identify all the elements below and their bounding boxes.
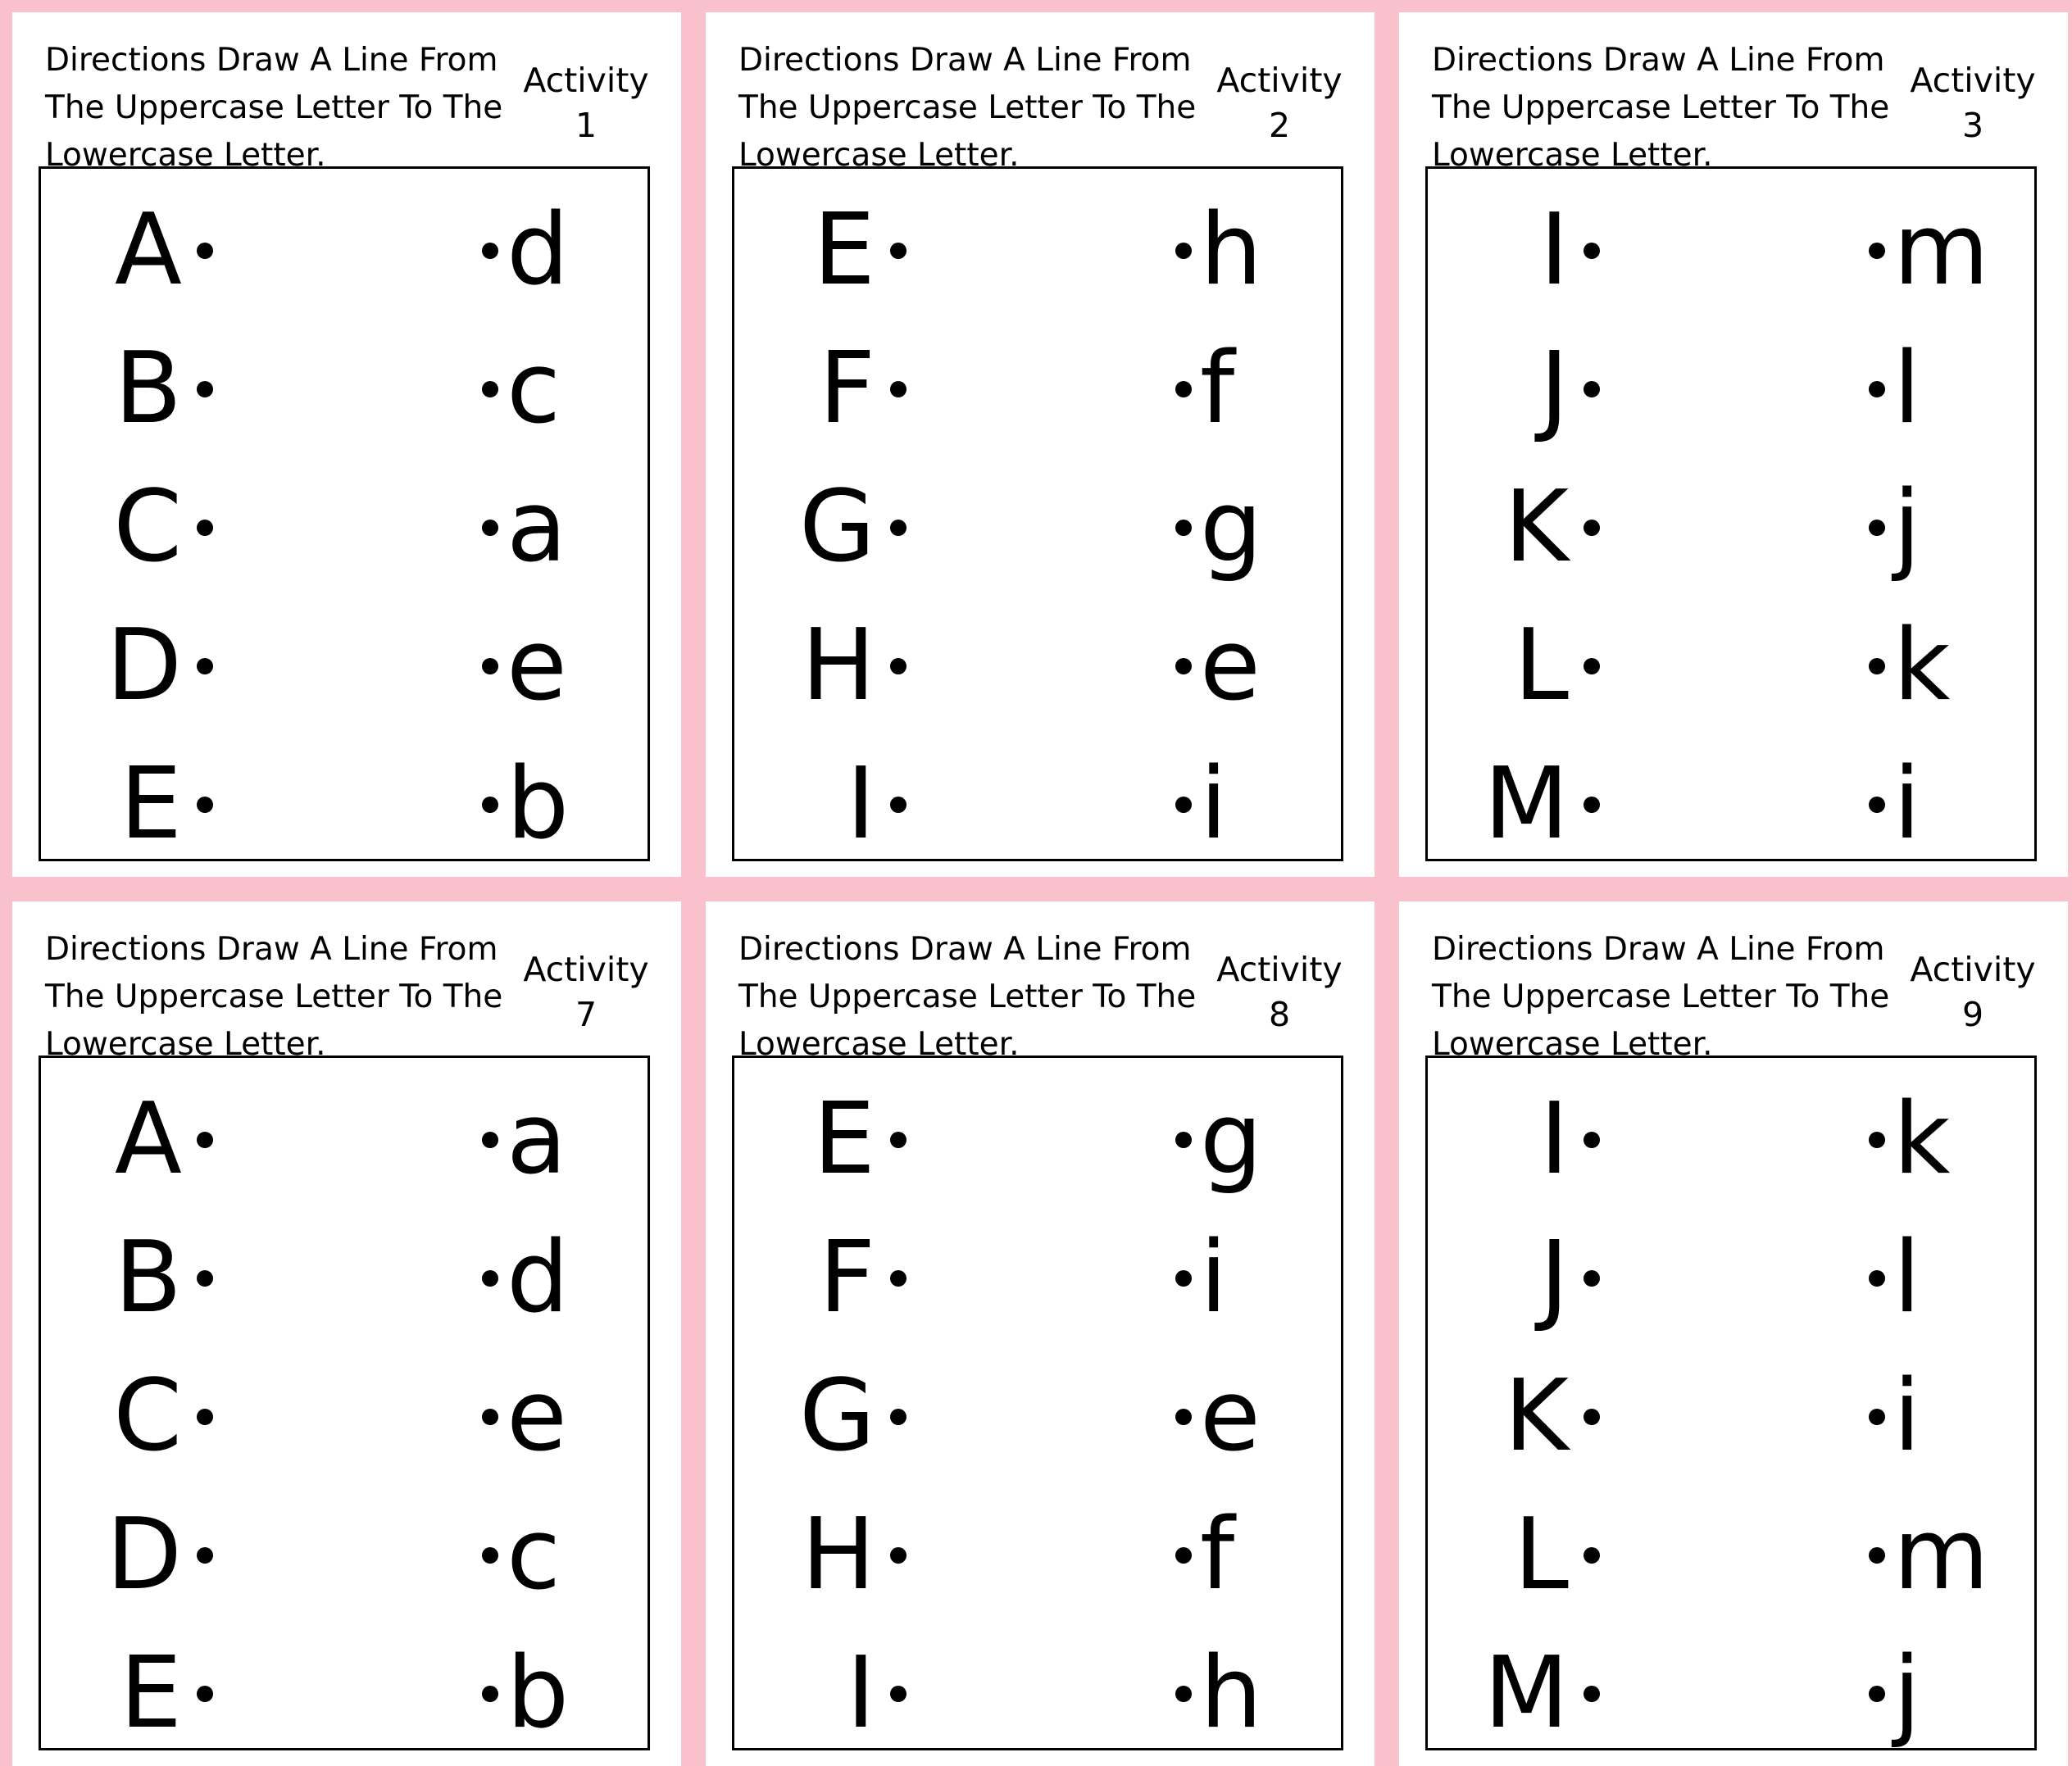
uppercase-letter: G bbox=[799, 1360, 875, 1473]
lowercase-letter: j bbox=[1893, 470, 1921, 584]
directions-text: Directions Draw A Line From The Uppercase Letter To The Lowercase Letter. bbox=[45, 931, 503, 1063]
lowercase-dot[interactable] bbox=[1869, 1132, 1885, 1148]
lowercase-letter: a bbox=[507, 470, 567, 584]
directions-text: Directions Draw A Line From The Uppercase Letter To The Lowercase Letter. bbox=[738, 42, 1197, 174]
lowercase-dot[interactable] bbox=[482, 1547, 498, 1564]
match-row bbox=[41, 462, 648, 593]
uppercase-letter: C bbox=[113, 470, 182, 584]
uppercase-letter: F bbox=[818, 1221, 875, 1335]
activity-word: Activity bbox=[523, 61, 649, 100]
uppercase-dot[interactable] bbox=[197, 658, 213, 674]
uppercase-dot[interactable] bbox=[197, 1409, 213, 1425]
match-row bbox=[734, 1351, 1341, 1482]
lowercase-dot[interactable] bbox=[1175, 243, 1192, 259]
uppercase-dot[interactable] bbox=[890, 243, 906, 259]
match-row bbox=[41, 1213, 648, 1344]
uppercase-dot[interactable] bbox=[890, 1270, 906, 1287]
activity-card-3 bbox=[1399, 12, 2068, 877]
uppercase-dot[interactable] bbox=[197, 1270, 213, 1287]
activity-card-8 bbox=[706, 901, 1375, 1766]
match-row bbox=[41, 324, 648, 455]
matching-box bbox=[39, 166, 650, 861]
uppercase-dot[interactable] bbox=[1584, 1270, 1600, 1287]
lowercase-letter: i bbox=[1893, 747, 1921, 861]
lowercase-letter: c bbox=[507, 332, 561, 446]
match-row bbox=[734, 601, 1341, 732]
uppercase-dot[interactable] bbox=[1584, 1547, 1600, 1564]
match-row bbox=[1428, 324, 2034, 455]
uppercase-dot[interactable] bbox=[1584, 520, 1600, 536]
lowercase-letter: l bbox=[1893, 1221, 1921, 1335]
lowercase-dot[interactable] bbox=[482, 797, 498, 813]
lowercase-dot[interactable] bbox=[1869, 797, 1885, 813]
lowercase-letter: g bbox=[1200, 470, 1263, 584]
match-row bbox=[1428, 462, 2034, 593]
match-row bbox=[1428, 1628, 2034, 1759]
uppercase-letter: E bbox=[813, 193, 875, 307]
uppercase-dot[interactable] bbox=[197, 1686, 213, 1702]
lowercase-letter: l bbox=[1893, 332, 1921, 446]
lowercase-dot[interactable] bbox=[482, 381, 498, 397]
match-row bbox=[1428, 1351, 2034, 1482]
lowercase-dot[interactable] bbox=[1869, 520, 1885, 536]
uppercase-dot[interactable] bbox=[197, 381, 213, 397]
uppercase-letter: I bbox=[1539, 193, 1569, 307]
activity-label bbox=[1883, 58, 2063, 148]
match-row bbox=[41, 1628, 648, 1759]
uppercase-dot[interactable] bbox=[1584, 658, 1600, 674]
lowercase-dot[interactable] bbox=[1869, 1409, 1885, 1425]
lowercase-dot[interactable] bbox=[1869, 1547, 1885, 1564]
uppercase-dot[interactable] bbox=[197, 243, 213, 259]
lowercase-letter: m bbox=[1893, 1498, 1989, 1612]
lowercase-letter: g bbox=[1200, 1083, 1263, 1196]
uppercase-dot[interactable] bbox=[890, 1686, 906, 1702]
activity-word: Activity bbox=[1216, 61, 1343, 100]
lowercase-dot[interactable] bbox=[1175, 1270, 1192, 1287]
uppercase-dot[interactable] bbox=[890, 658, 906, 674]
uppercase-letter: H bbox=[801, 609, 875, 723]
uppercase-dot[interactable] bbox=[890, 797, 906, 813]
uppercase-dot[interactable] bbox=[197, 520, 213, 536]
uppercase-letter: G bbox=[799, 470, 875, 584]
uppercase-letter: E bbox=[120, 1637, 182, 1750]
match-row bbox=[734, 324, 1341, 455]
activity-word: Activity bbox=[523, 950, 649, 989]
uppercase-letter: I bbox=[1539, 1083, 1569, 1196]
lowercase-dot[interactable] bbox=[1869, 658, 1885, 674]
activity-number: 7 bbox=[575, 995, 598, 1034]
lowercase-dot[interactable] bbox=[482, 658, 498, 674]
uppercase-letter: B bbox=[114, 332, 182, 446]
lowercase-dot[interactable] bbox=[1175, 1409, 1192, 1425]
match-row bbox=[1428, 1074, 2034, 1205]
lowercase-letter: i bbox=[1893, 1360, 1921, 1473]
matching-box bbox=[732, 166, 1343, 861]
directions-text: Directions Draw A Line From The Uppercase Letter To The Lowercase Letter. bbox=[1432, 931, 1890, 1063]
match-row bbox=[734, 462, 1341, 593]
uppercase-letter: I bbox=[846, 1637, 875, 1750]
uppercase-letter: L bbox=[1514, 1498, 1569, 1612]
activity-card-1 bbox=[12, 12, 681, 877]
directions-text: Directions Draw A Line From The Uppercase Letter To The Lowercase Letter. bbox=[1432, 42, 1890, 174]
activity-word: Activity bbox=[1910, 61, 2036, 100]
uppercase-letter: E bbox=[813, 1083, 875, 1196]
lowercase-dot[interactable] bbox=[1869, 243, 1885, 259]
uppercase-letter: D bbox=[106, 1498, 182, 1612]
lowercase-dot[interactable] bbox=[1869, 381, 1885, 397]
uppercase-letter: L bbox=[1514, 609, 1569, 723]
directions-text: Directions Draw A Line From The Uppercase Letter To The Lowercase Letter. bbox=[45, 42, 503, 174]
uppercase-letter: K bbox=[1504, 1360, 1569, 1473]
activity-word: Activity bbox=[1216, 950, 1343, 989]
uppercase-letter: M bbox=[1484, 1637, 1569, 1750]
lowercase-dot[interactable] bbox=[1175, 381, 1192, 397]
lowercase-letter: f bbox=[1200, 1498, 1235, 1612]
uppercase-dot[interactable] bbox=[890, 381, 906, 397]
lowercase-letter: j bbox=[1893, 1637, 1921, 1750]
uppercase-dot[interactable] bbox=[197, 1132, 213, 1148]
lowercase-letter: m bbox=[1893, 193, 1989, 307]
lowercase-dot[interactable] bbox=[482, 1132, 498, 1148]
activity-number: 2 bbox=[1268, 106, 1291, 145]
uppercase-letter: M bbox=[1484, 747, 1569, 861]
uppercase-dot[interactable] bbox=[1584, 1409, 1600, 1425]
match-row bbox=[1428, 601, 2034, 732]
uppercase-dot[interactable] bbox=[890, 1132, 906, 1148]
lowercase-letter: e bbox=[1200, 1360, 1261, 1473]
lowercase-dot[interactable] bbox=[482, 1686, 498, 1702]
uppercase-dot[interactable] bbox=[1584, 797, 1600, 813]
uppercase-letter: C bbox=[113, 1360, 182, 1473]
activity-label bbox=[1189, 58, 1370, 148]
lowercase-letter: h bbox=[1200, 193, 1263, 307]
lowercase-letter: e bbox=[1200, 609, 1261, 723]
lowercase-letter: i bbox=[1200, 1221, 1228, 1335]
directions-text: Directions Draw A Line From The Uppercase Letter To The Lowercase Letter. bbox=[738, 931, 1197, 1063]
lowercase-dot[interactable] bbox=[482, 1409, 498, 1425]
lowercase-letter: k bbox=[1893, 609, 1951, 723]
matching-box bbox=[732, 1056, 1343, 1750]
match-row bbox=[41, 1351, 648, 1482]
lowercase-dot[interactable] bbox=[1175, 1132, 1192, 1148]
uppercase-letter: D bbox=[106, 609, 182, 723]
lowercase-letter: k bbox=[1893, 1083, 1951, 1196]
uppercase-letter: J bbox=[1539, 1221, 1569, 1335]
matching-box bbox=[1425, 1056, 2037, 1750]
lowercase-dot[interactable] bbox=[1175, 1686, 1192, 1702]
lowercase-dot[interactable] bbox=[1175, 520, 1192, 536]
match-row bbox=[734, 1628, 1341, 1759]
activity-label bbox=[496, 947, 676, 1037]
uppercase-letter: E bbox=[120, 747, 182, 861]
lowercase-letter: i bbox=[1200, 747, 1228, 861]
uppercase-dot[interactable] bbox=[1584, 381, 1600, 397]
uppercase-letter: B bbox=[114, 1221, 182, 1335]
matching-box bbox=[1425, 166, 2037, 861]
uppercase-dot[interactable] bbox=[197, 1547, 213, 1564]
lowercase-dot[interactable] bbox=[1175, 658, 1192, 674]
match-row bbox=[41, 739, 648, 870]
match-row bbox=[1428, 739, 2034, 870]
match-row bbox=[41, 1074, 648, 1205]
match-row bbox=[1428, 1490, 2034, 1621]
uppercase-letter: A bbox=[114, 193, 182, 307]
match-row bbox=[734, 1074, 1341, 1205]
activity-number: 3 bbox=[1961, 106, 1984, 145]
lowercase-letter: e bbox=[507, 1360, 567, 1473]
uppercase-dot[interactable] bbox=[1584, 243, 1600, 259]
lowercase-letter: d bbox=[507, 193, 570, 307]
match-row bbox=[41, 601, 648, 732]
uppercase-dot[interactable] bbox=[890, 1409, 906, 1425]
uppercase-letter: K bbox=[1504, 470, 1569, 584]
activity-label bbox=[496, 58, 676, 148]
uppercase-letter: F bbox=[818, 332, 875, 446]
lowercase-dot[interactable] bbox=[1869, 1686, 1885, 1702]
activity-number: 8 bbox=[1268, 995, 1291, 1034]
uppercase-dot[interactable] bbox=[1584, 1132, 1600, 1148]
match-row bbox=[734, 185, 1341, 316]
lowercase-letter: d bbox=[507, 1221, 570, 1335]
uppercase-dot[interactable] bbox=[890, 1547, 906, 1564]
activity-card-7 bbox=[12, 901, 681, 1766]
activity-word: Activity bbox=[1910, 950, 2036, 989]
activity-label bbox=[1189, 947, 1370, 1037]
lowercase-letter: b bbox=[507, 747, 570, 861]
match-row bbox=[734, 1213, 1341, 1344]
match-row bbox=[41, 185, 648, 316]
lowercase-letter: e bbox=[507, 609, 567, 723]
activity-number: 1 bbox=[575, 106, 598, 145]
uppercase-dot[interactable] bbox=[197, 797, 213, 813]
lowercase-letter: c bbox=[507, 1498, 561, 1612]
lowercase-dot[interactable] bbox=[1175, 1547, 1192, 1564]
match-row bbox=[734, 739, 1341, 870]
matching-box bbox=[39, 1056, 650, 1750]
uppercase-letter: I bbox=[846, 747, 875, 861]
uppercase-letter: A bbox=[114, 1083, 182, 1196]
lowercase-letter: h bbox=[1200, 1637, 1263, 1750]
uppercase-letter: H bbox=[801, 1498, 875, 1612]
activity-card-9 bbox=[1399, 901, 2068, 1766]
uppercase-letter: J bbox=[1539, 332, 1569, 446]
uppercase-dot[interactable] bbox=[890, 520, 906, 536]
lowercase-letter: a bbox=[507, 1083, 567, 1196]
lowercase-dot[interactable] bbox=[1175, 797, 1192, 813]
activity-number: 9 bbox=[1961, 995, 1984, 1034]
lowercase-dot[interactable] bbox=[482, 520, 498, 536]
match-row bbox=[41, 1490, 648, 1621]
lowercase-dot[interactable] bbox=[482, 1270, 498, 1287]
match-row bbox=[1428, 185, 2034, 316]
uppercase-dot[interactable] bbox=[1584, 1686, 1600, 1702]
match-row bbox=[1428, 1213, 2034, 1344]
lowercase-letter: f bbox=[1200, 332, 1235, 446]
lowercase-dot[interactable] bbox=[482, 243, 498, 259]
match-row bbox=[734, 1490, 1341, 1621]
activity-card-2 bbox=[706, 12, 1375, 877]
lowercase-letter: b bbox=[507, 1637, 570, 1750]
activity-label bbox=[1883, 947, 2063, 1037]
lowercase-dot[interactable] bbox=[1869, 1270, 1885, 1287]
